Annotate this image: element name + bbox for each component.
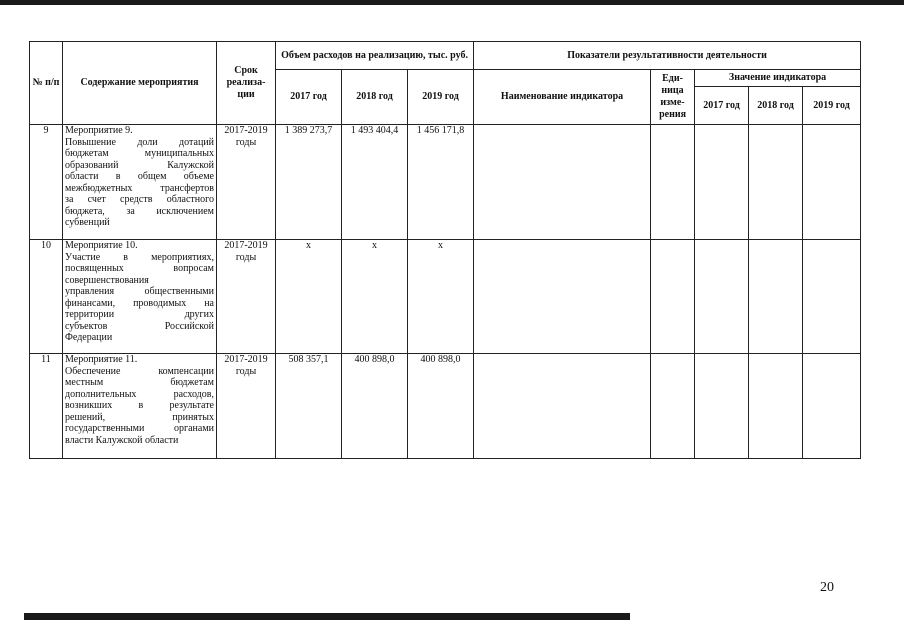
row-content-line: местным бюджетам xyxy=(65,377,214,388)
row-indicator-name xyxy=(474,240,651,354)
row-content-line: совершенствования xyxy=(65,274,149,286)
table-row xyxy=(30,354,861,459)
row-content-line: области в общем объеме xyxy=(65,171,214,182)
row-expense-2018: x xyxy=(342,240,408,354)
header-value-year-2018: 2018 год xyxy=(749,87,803,125)
row-value-2019 xyxy=(803,240,861,354)
header-indicator-name: Наименование индикатора xyxy=(474,70,651,125)
row-content-line: субвенций xyxy=(65,217,110,228)
bottom-scan-edge xyxy=(24,613,630,620)
row-unit xyxy=(651,125,695,240)
row-term: 2017-2019 годы xyxy=(217,354,276,459)
header-unit: Еди-ница изме-рения xyxy=(651,70,695,125)
row-content-line: Повышение доли дотаций xyxy=(65,136,214,148)
header-term: Срок реализа-ции xyxy=(217,42,276,125)
row-number: 11 xyxy=(30,354,63,459)
row-value-2019 xyxy=(803,354,861,459)
header-value-year-2019: 2019 год xyxy=(803,87,861,125)
table-row xyxy=(30,240,861,354)
top-scan-edge xyxy=(0,0,904,5)
row-term: 2017-2019 годы xyxy=(217,240,276,354)
header-expense-year-2019: 2019 год xyxy=(408,70,474,125)
header-num: № п/п xyxy=(30,42,63,125)
row-expense-2018: 1 493 404,4 xyxy=(342,125,408,240)
row-content-line: управления общественными xyxy=(65,286,214,297)
header-content: Содержание мероприятия xyxy=(63,42,217,125)
row-content-line: образований Калужской xyxy=(65,159,214,171)
row-indicator-name xyxy=(474,354,651,459)
row-content-line: посвященных вопросам xyxy=(65,263,214,274)
header-indicator-value: Значение индикатора xyxy=(695,70,861,87)
row-expense-2019: 1 456 171,8 xyxy=(408,125,474,240)
row-content-line: государственными органами xyxy=(65,423,214,434)
row-content-line: финансами, проводимых на xyxy=(65,297,214,309)
row-content xyxy=(63,125,217,240)
row-value-2017 xyxy=(695,240,749,354)
row-expense-2019: 400 898,0 xyxy=(408,354,474,459)
row-expense-2018: 400 898,0 xyxy=(342,354,408,459)
row-expense-2017: 1 389 273,7 xyxy=(276,125,342,240)
row-title: Мероприятие 11. xyxy=(65,354,138,365)
row-value-2018 xyxy=(749,240,803,354)
header-expenses: Объем расходов на реализацию, тыс. руб. xyxy=(276,42,474,70)
row-expense-2017: 508 357,1 xyxy=(276,354,342,459)
row-number: 9 xyxy=(30,125,63,240)
row-content-line: субъектов Российской xyxy=(65,320,214,332)
row-content xyxy=(63,240,217,354)
page-number: 20 xyxy=(820,580,834,595)
header-expense-year-2018: 2018 год xyxy=(342,70,408,125)
row-value-2017 xyxy=(695,354,749,459)
row-unit xyxy=(651,354,695,459)
row-content-line: власти Калужской области xyxy=(65,434,179,446)
row-value-2018 xyxy=(749,125,803,240)
row-content-line: Федерации xyxy=(65,332,113,343)
row-content-line: дополнительных расходов, xyxy=(65,388,214,400)
activities-table xyxy=(29,41,861,459)
row-indicator-name xyxy=(474,125,651,240)
row-title: Мероприятие 9. xyxy=(65,125,133,136)
row-value-2017 xyxy=(695,125,749,240)
row-value-2018 xyxy=(749,354,803,459)
header-value-year-2017: 2017 год xyxy=(695,87,749,125)
row-content-line: бюджетам муниципальных xyxy=(65,148,214,159)
row-content-line: возникших в результате xyxy=(65,400,214,411)
row-title: Мероприятие 10. xyxy=(65,240,138,251)
row-content-line: бюджета, за исключением xyxy=(65,205,214,217)
row-content-line: межбюджетных трансфертов xyxy=(65,182,214,194)
row-content xyxy=(63,354,217,459)
row-number: 10 xyxy=(30,240,63,354)
row-content-line: Участие в мероприятиях, xyxy=(65,251,214,263)
row-content-line: территории других xyxy=(65,309,214,320)
row-unit xyxy=(651,240,695,354)
row-expense-2017: x xyxy=(276,240,342,354)
row-term: 2017-2019 годы xyxy=(217,125,276,240)
row-value-2019 xyxy=(803,125,861,240)
table-row xyxy=(30,125,861,240)
row-content-line: решений, принятых xyxy=(65,411,214,423)
row-content-line: за счет средств областного xyxy=(65,194,214,205)
header-expense-year-2017: 2017 год xyxy=(276,70,342,125)
row-expense-2019: x xyxy=(408,240,474,354)
header-indicators: Показатели результативности деятельности xyxy=(474,42,861,70)
row-content-line: Обеспечение компенсации xyxy=(65,365,214,377)
